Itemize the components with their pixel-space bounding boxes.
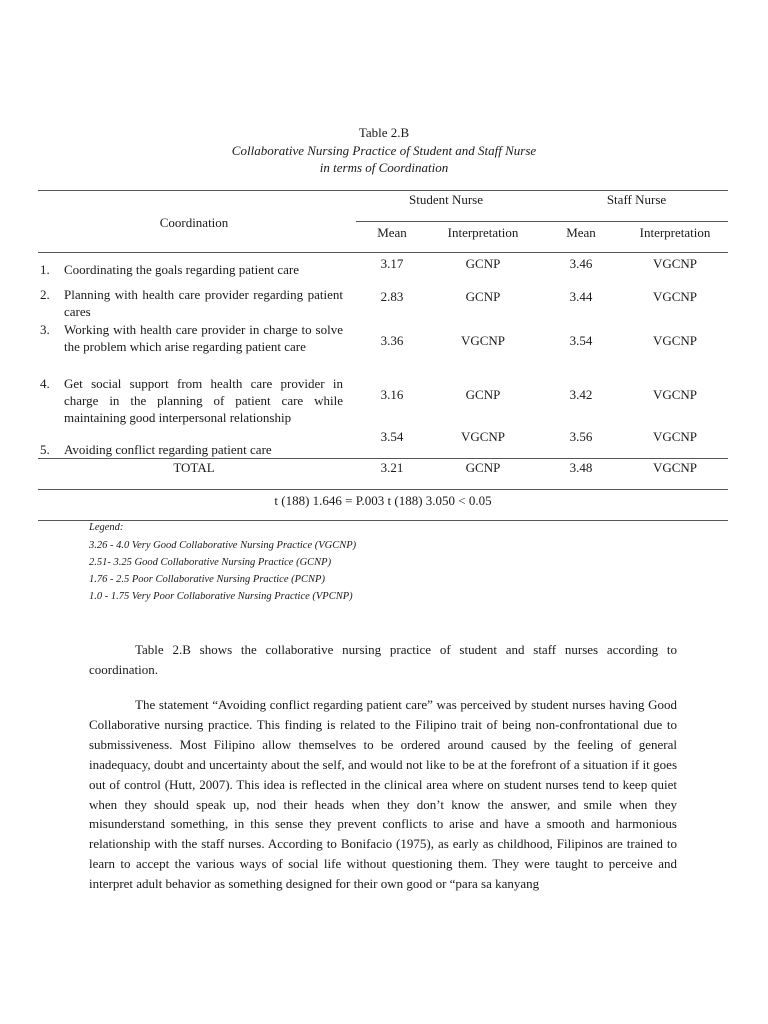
staff-total-interpretation: VGCNP xyxy=(652,460,698,475)
staff-interpretation-value: VGCNP xyxy=(652,289,698,304)
legend-item-vpcnp: 1.0 - 1.75 Very Poor Collaborative Nursing Practice (VPCNP) xyxy=(89,591,353,602)
total-label: TOTAL xyxy=(173,460,215,475)
table-header-rule xyxy=(38,252,728,253)
legend-title: Legend: xyxy=(89,522,124,533)
body-paragraph: Table 2.B shows the collaborative nursing practice of student and staff nurses according to coordination. xyxy=(89,642,677,677)
staff-mean-value: 3.46 xyxy=(569,256,593,271)
student-interpretation-value: GCNP xyxy=(465,256,501,271)
legend-item-gcnp: 2.51- 3.25 Good Collaborative Nursing Practice (GCNP) xyxy=(89,557,332,568)
staff-mean-value: 3.54 xyxy=(569,333,593,348)
row-number: 1. xyxy=(40,262,50,277)
staff-interpretation-value: VGCNP xyxy=(652,256,698,271)
table-title-line2: in terms of Coordination xyxy=(319,160,449,175)
staff-interpretation-value: VGCNP xyxy=(652,429,698,444)
student-interpretation-value: VGCNP xyxy=(460,333,506,348)
body-paragraph: The statement “Avoiding conflict regarding patient care” was perceived by student nurses having Good Collaborative nursing practice. This finding is related to the Filipino trait of being non-confrontational due to submissiveness. Most Filipino allow themselves to be ordered around caused by the feeling of general inadequacy, doubt and uncertainty about the self, and would not like to be at the forefront of a situation if it goes out of control (Hutt, 2007). This idea is reflected in the clinical area where on student nurses tend to keep quiet when they should speak up, nod their heads when they don’t know the answer, and smile when they misunderstand something, in this sense they prevent conflicts to arise and have a smooth and harmonious relationship with the staff nurses. According to Bonifacio (1975), as early as childhood, Filipinos are trained to learn to accept the various ways of social life without questioning them. They were taught to perceive and interpret adult behavior as something designed for their own good or “para sa kanyang xyxy=(89,697,677,892)
table-stat-rule xyxy=(38,520,728,521)
staff-mean-value: 3.42 xyxy=(569,387,593,402)
staff-total-mean: 3.48 xyxy=(569,460,593,475)
student-mean-value: 3.54 xyxy=(380,429,404,444)
row-item-text: Planning with health care provider regarding patient cares xyxy=(64,287,343,319)
student-interpretation-value: GCNP xyxy=(465,289,501,304)
student-nurse-header: Student Nurse xyxy=(408,192,484,207)
row-item-text: Get social support from health care provider in charge in the planning of patient care while maintaining good interpersonal relationship xyxy=(64,376,343,425)
student-interpretation-header: Interpretation xyxy=(447,225,519,240)
row-number: 2. xyxy=(40,287,50,302)
student-interpretation-value: VGCNP xyxy=(460,429,506,444)
student-mean-value: 3.17 xyxy=(380,256,404,271)
table-number: Table 2.B xyxy=(358,125,410,140)
row-number: 5. xyxy=(40,442,50,457)
coordination-header: Coordination xyxy=(159,215,229,230)
row-item-text: Coordinating the goals regarding patient care xyxy=(64,262,300,277)
table-group-rule xyxy=(356,221,728,222)
legend-item-pcnp: 1.76 - 2.5 Poor Collaborative Nursing Practice (PCNP) xyxy=(89,574,325,585)
student-total-mean: 3.21 xyxy=(380,460,404,475)
student-mean-header: Mean xyxy=(377,225,407,240)
row-item-text: Working with health care provider in charge to solve the problem which arise regarding patient care xyxy=(64,322,343,354)
student-mean-value: 2.83 xyxy=(380,289,404,304)
staff-mean-value: 3.56 xyxy=(569,429,593,444)
student-mean-value: 3.36 xyxy=(380,333,404,348)
staff-interpretation-value: VGCNP xyxy=(652,387,698,402)
table-title-line1: Collaborative Nursing Practice of Student and Staff Nurse xyxy=(231,143,537,158)
staff-interpretation-value: VGCNP xyxy=(652,333,698,348)
t-test-result: t (188) 1.646 = P.003 t (188) 3.050 < 0.05 xyxy=(274,493,492,508)
row-number: 3. xyxy=(40,322,50,337)
staff-mean-value: 3.44 xyxy=(569,289,593,304)
student-total-interpretation: GCNP xyxy=(465,460,501,475)
staff-interpretation-header: Interpretation xyxy=(639,225,711,240)
staff-mean-header: Mean xyxy=(566,225,596,240)
row-number: 4. xyxy=(40,376,50,391)
student-interpretation-value: GCNP xyxy=(465,387,501,402)
staff-nurse-header: Staff Nurse xyxy=(606,192,667,207)
row-item-text: Avoiding conflict regarding patient care xyxy=(64,442,272,457)
table-bottom-rule xyxy=(38,489,728,490)
student-mean-value: 3.16 xyxy=(380,387,404,402)
legend-item-vgcnp: 3.26 - 4.0 Very Good Collaborative Nursing Practice (VGCNP) xyxy=(89,540,357,551)
